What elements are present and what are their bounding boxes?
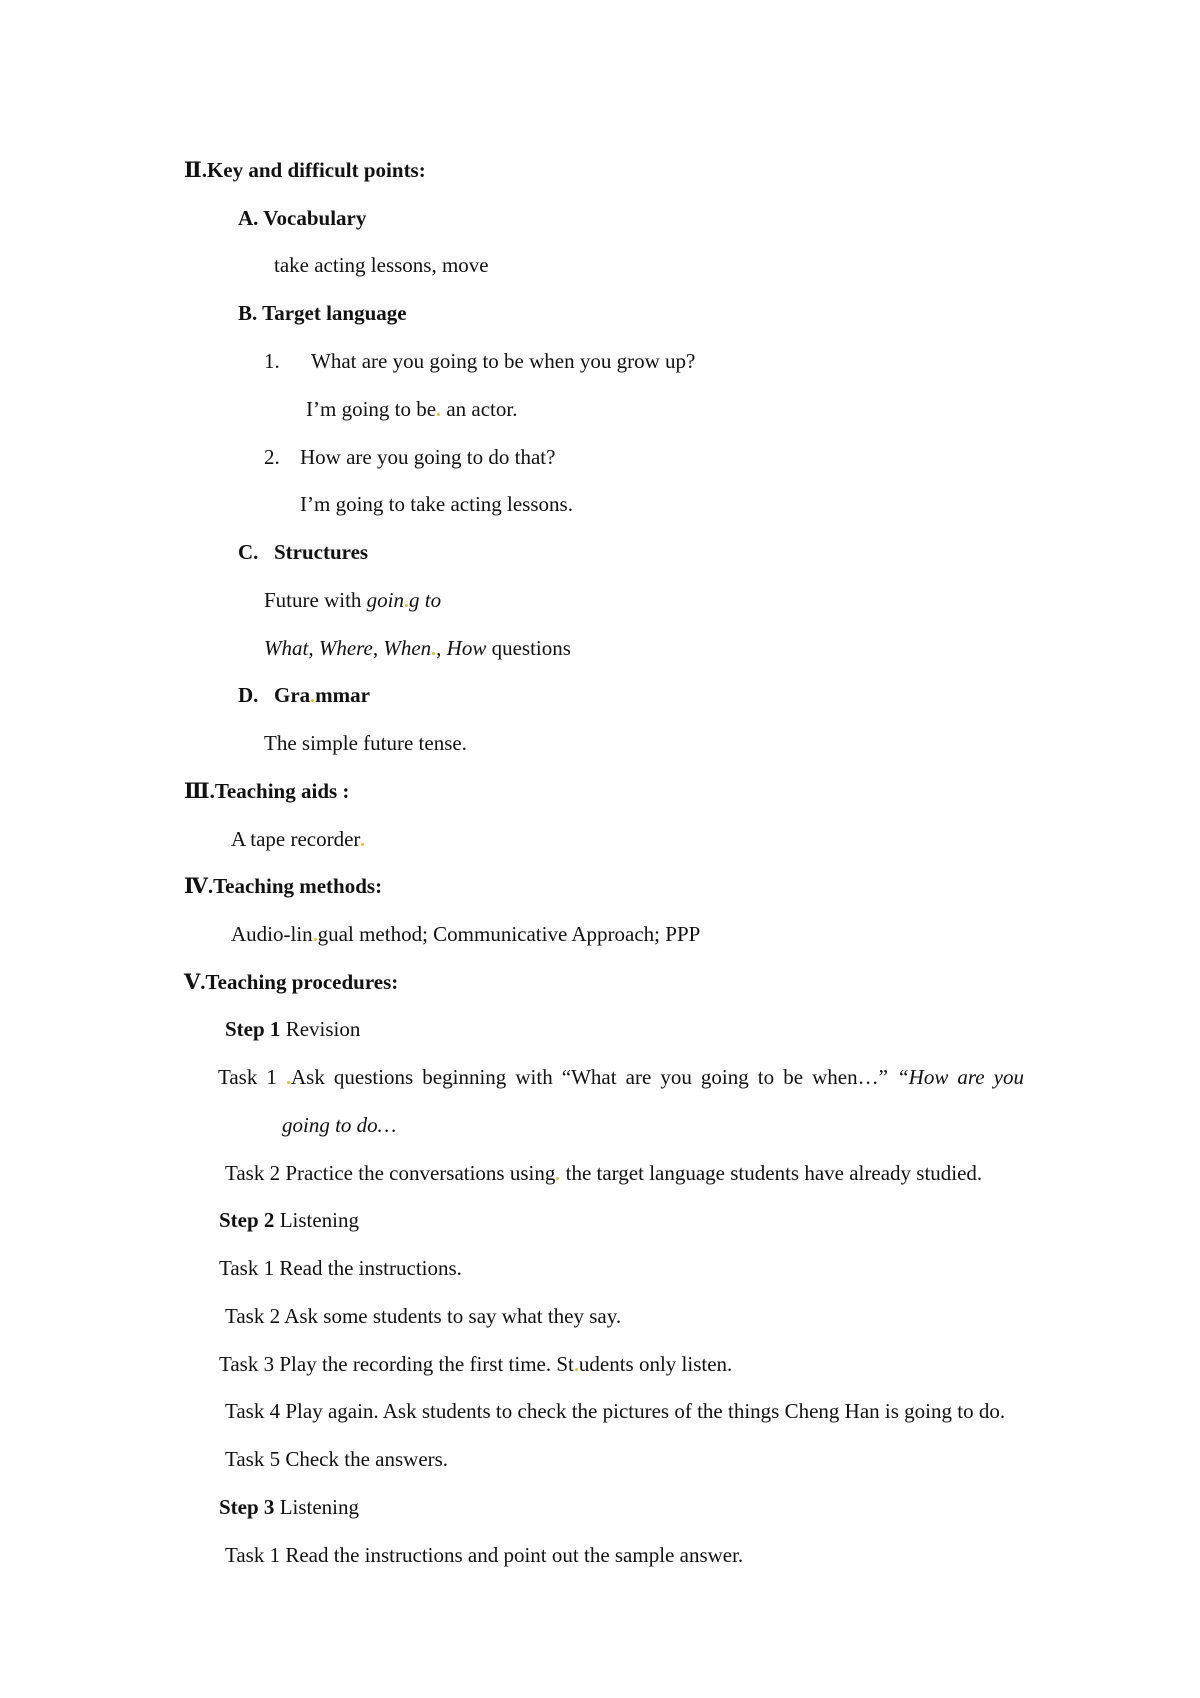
step-1-label: Step 1 xyxy=(225,1017,281,1041)
list-number-1: 1. xyxy=(264,349,280,373)
revision-mark xyxy=(361,843,364,846)
teaching-aids-text-content: A tape recorder xyxy=(231,827,361,851)
step-2-task-3-part2: udents only listen. xyxy=(578,1352,733,1376)
task-word: “What xyxy=(561,1065,617,1089)
structure-line-1 xyxy=(264,587,441,613)
target-answer-2: I’m going to take acting lessons. xyxy=(300,492,573,516)
grammar-text: The simple future tense. xyxy=(264,731,467,755)
section-heading-key-points: Ⅱ.Key and difficult points: xyxy=(184,158,426,182)
step-1-task-2-part2: the target language students have already studied. xyxy=(560,1161,983,1185)
structure-line-2-italic-a: What, Where, When xyxy=(264,636,432,660)
step-1-title: Revision xyxy=(280,1017,361,1041)
revision-mark xyxy=(405,604,408,607)
step-2-task-4: Task 4 Play again. Ask students to check the pictures of the things Cheng Han is going to do. xyxy=(225,1399,1006,1423)
revision-mark xyxy=(556,1177,559,1180)
task-word-italic: are xyxy=(957,1065,985,1089)
step-3-title: Listening xyxy=(274,1495,360,1519)
subsection-title-vocabulary: A. Vocabulary xyxy=(238,206,367,230)
revision-mark xyxy=(311,699,314,702)
task-word: beginning xyxy=(422,1065,507,1089)
structure-line-1-text: Future with xyxy=(264,588,367,612)
subsection-letter-d: D. xyxy=(238,683,259,707)
subsection-title-target-language: B. Target language xyxy=(238,301,407,325)
structure-line-2 xyxy=(264,635,571,661)
section-heading-teaching-methods: Ⅳ.Teaching methods: xyxy=(184,874,383,898)
revision-mark xyxy=(575,1368,578,1371)
task-word: going xyxy=(700,1065,749,1089)
target-question-1: What are you going to be when you grow up? xyxy=(311,349,696,373)
step-1-task-2-part1: Task 2 Practice the conversations using xyxy=(225,1161,556,1185)
step-2-task-2: Task 2 Ask some students to say what they say. xyxy=(225,1304,622,1328)
step-2-task-3-part1: Task 3 Play the recording the first time. St xyxy=(219,1352,574,1376)
task-word: be xyxy=(783,1065,804,1089)
revision-mark xyxy=(437,413,440,416)
revision-mark xyxy=(432,652,435,655)
task-word: Task xyxy=(218,1065,258,1089)
target-answer-1-part1: I’m going to be xyxy=(306,397,437,421)
task-word-text: Ask xyxy=(290,1065,325,1089)
structure-line-1-italic-a: goin xyxy=(366,588,405,612)
task-word: when…” xyxy=(812,1065,888,1089)
step-3-heading xyxy=(219,1494,359,1520)
step-1-heading xyxy=(225,1016,360,1042)
step-2-label: Step 2 xyxy=(219,1208,275,1232)
teaching-aids-text xyxy=(231,826,365,852)
subsection-title-grammar xyxy=(274,682,370,708)
step-1-task-1-continuation: going to do… xyxy=(282,1113,397,1137)
target-answer-1-part2: an actor. xyxy=(441,397,518,421)
revision-mark xyxy=(287,1081,290,1084)
task-word: questions xyxy=(333,1065,414,1089)
step-2-title: Listening xyxy=(274,1208,360,1232)
step-2-task-3 xyxy=(219,1351,732,1377)
step-2-task-5: Task 5 Check the answers. xyxy=(225,1447,449,1471)
task-word: to xyxy=(757,1065,775,1089)
revision-mark xyxy=(314,938,317,941)
list-number-2: 2. xyxy=(264,445,280,469)
step-3-label: Step 3 xyxy=(219,1495,275,1519)
section-heading-teaching-aids: Ⅲ.Teaching aids : xyxy=(184,779,350,803)
task-word-italic: you xyxy=(993,1065,1024,1089)
grammar-title-part1: Gra xyxy=(274,683,311,707)
step-1-task-1 xyxy=(218,1064,1024,1090)
task-word: 1 xyxy=(266,1065,277,1089)
teaching-methods-text xyxy=(231,921,700,947)
step-2-task-1: Task 1 Read the instructions. xyxy=(219,1256,462,1280)
grammar-title-part2: mmar xyxy=(315,683,370,707)
task-word: you xyxy=(660,1065,692,1089)
subsection-title-structures: Structures xyxy=(274,540,369,564)
target-question-2: How are you going to do that? xyxy=(300,445,556,469)
step-2-heading xyxy=(219,1207,359,1233)
teaching-methods-part1: Audio-lin xyxy=(231,922,313,946)
task-word: with xyxy=(515,1065,553,1089)
step-3-task-1: Task 1 Read the instructions and point out the sample answer. xyxy=(225,1543,744,1567)
section-heading-teaching-procedures: Ⅴ.Teaching procedures: xyxy=(184,970,399,994)
task-word xyxy=(286,1064,325,1090)
vocabulary-text: take acting lessons, move xyxy=(274,253,489,277)
task-word-italic: “How xyxy=(896,1065,949,1089)
structure-line-2-italic-b: , How xyxy=(436,636,487,660)
teaching-methods-part2: gual method; Communicative Approach; PPP xyxy=(317,922,701,946)
task-word: are xyxy=(625,1065,652,1089)
step-1-task-2 xyxy=(225,1160,982,1186)
structure-line-2-text: questions xyxy=(486,636,571,660)
structure-line-1-italic-b: g to xyxy=(409,588,442,612)
target-answer-1 xyxy=(306,396,517,422)
subsection-letter-c: C. xyxy=(238,540,259,564)
